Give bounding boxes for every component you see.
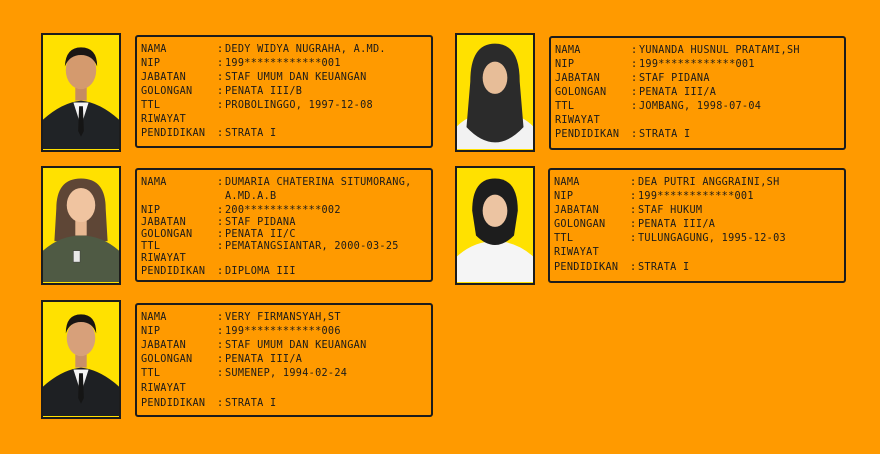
colon: :	[217, 100, 224, 111]
label-jabatan: JABATAN	[141, 217, 187, 228]
colon: :	[631, 73, 638, 84]
label-golongan: GOLONGAN	[141, 229, 193, 240]
photo-woman-hijab	[457, 35, 533, 150]
field-nip	[141, 325, 341, 338]
field-jabatan	[554, 204, 702, 217]
colon: :	[630, 233, 637, 244]
value-ttl: TULUNGAGUNG, 1995-12-03	[638, 233, 786, 244]
value-pendidikan: STRATA I	[639, 129, 691, 140]
label-golongan: GOLONGAN	[555, 87, 607, 98]
field-riwayat	[141, 113, 217, 126]
value-nama: DEA PUTRI ANGGRAINI,SH	[638, 177, 780, 188]
colon: :	[630, 219, 637, 230]
value-ttl: PROBOLINGGO, 1997-12-08	[225, 100, 373, 111]
colon: :	[631, 59, 638, 70]
colon: :	[217, 205, 224, 216]
value-nama: DUMARIA CHATERINA SITUMORANG,	[225, 177, 412, 188]
value-jabatan: STAF PIDANA	[225, 217, 296, 228]
field-golongan	[141, 85, 302, 98]
label-ttl: TTL	[141, 100, 161, 111]
employee-info-card	[548, 168, 846, 283]
value-golongan: PENATA III/B	[225, 86, 303, 97]
field-nama	[555, 44, 800, 57]
label-nip: NIP	[141, 58, 161, 69]
value-nama: YUNANDA HUSNUL PRATAMI,SH	[639, 45, 800, 56]
value-ttl: JOMBANG, 1998-07-04	[639, 101, 762, 112]
colon: :	[217, 266, 224, 277]
label-pendidikan: PENDIDIKAN	[141, 398, 206, 409]
label-ttl: TTL	[141, 241, 161, 252]
field-ttl	[141, 367, 347, 380]
value-pendidikan: STRATA I	[225, 128, 277, 139]
value-nip: 199************001	[639, 59, 755, 70]
field-ttl	[555, 100, 761, 113]
colon: :	[217, 177, 224, 188]
field-nip	[141, 57, 341, 70]
field-nip	[554, 190, 754, 203]
label-nama: NAMA	[141, 312, 167, 323]
label-golongan: GOLONGAN	[141, 354, 193, 365]
label-riwayat: RIWAYAT	[555, 115, 601, 126]
colon: :	[217, 86, 224, 97]
colon: :	[217, 58, 224, 69]
field-jabatan	[141, 71, 367, 84]
value-jabatan: STAF UMUM DAN KEUANGAN	[225, 72, 367, 83]
employee-info-card	[135, 35, 433, 148]
employee-info-card	[549, 36, 846, 150]
colon: :	[217, 241, 224, 252]
field-pendidikan	[555, 128, 690, 141]
photo-man-suit	[43, 302, 119, 417]
field-riwayat	[141, 252, 217, 265]
colon: :	[630, 177, 637, 188]
field-golongan	[141, 353, 302, 366]
photo-woman-hijab	[457, 168, 533, 283]
label-golongan: GOLONGAN	[554, 219, 606, 230]
label-nama: NAMA	[555, 45, 581, 56]
value-golongan: PENATA II/C	[225, 229, 296, 240]
value-pendidikan: STRATA I	[638, 262, 690, 273]
value-golongan: PENATA III/A	[225, 354, 303, 365]
employee-info-card	[135, 168, 433, 282]
field-nama	[141, 311, 341, 324]
field-nama	[554, 176, 780, 189]
label-pendidikan: PENDIDIKAN	[141, 266, 206, 277]
value-nama-continued: A.MD.A.B	[225, 191, 277, 202]
colon: :	[217, 229, 224, 240]
value-jabatan: STAF UMUM DAN KEUANGAN	[225, 340, 367, 351]
label-nama: NAMA	[141, 177, 167, 188]
field-riwayat	[555, 114, 631, 127]
value-ttl: PEMATANGSIANTAR, 2000-03-25	[225, 241, 399, 252]
label-pendidikan: PENDIDIKAN	[555, 129, 620, 140]
field-riwayat	[554, 246, 630, 259]
label-nip: NIP	[554, 191, 574, 202]
value-nip: 199************001	[225, 58, 341, 69]
colon: :	[217, 128, 224, 139]
label-golongan: GOLONGAN	[141, 86, 193, 97]
label-pendidikan: PENDIDIKAN	[141, 128, 206, 139]
colon: :	[217, 72, 224, 83]
value-nip: 199************001	[638, 191, 754, 202]
field-pendidikan	[141, 397, 276, 410]
label-riwayat: RIWAYAT	[141, 383, 187, 394]
colon: :	[217, 312, 224, 323]
colon: :	[631, 45, 638, 56]
colon: :	[631, 101, 638, 112]
value-pendidikan: STRATA I	[225, 398, 277, 409]
field-nip	[555, 58, 755, 71]
colon: :	[217, 44, 224, 55]
label-jabatan: JABATAN	[141, 340, 187, 351]
label-jabatan: JABATAN	[141, 72, 187, 83]
label-nama: NAMA	[554, 177, 580, 188]
colon: :	[630, 191, 637, 202]
label-ttl: TTL	[554, 233, 574, 244]
value-nip: 199************006	[225, 326, 341, 337]
field-pendidikan	[554, 261, 689, 274]
employee-photo	[41, 166, 121, 285]
field-pendidikan	[141, 265, 296, 278]
field-pendidikan	[141, 127, 276, 140]
colon: :	[631, 87, 638, 98]
value-nama: DEDY WIDYA NUGRAHA, A.MD.	[225, 44, 386, 55]
field-ttl	[141, 99, 373, 112]
label-nip: NIP	[555, 59, 575, 70]
colon: :	[217, 398, 224, 409]
field-golongan	[555, 86, 716, 99]
value-golongan: PENATA III/A	[639, 87, 717, 98]
employee-photo	[455, 166, 535, 285]
colon: :	[217, 354, 224, 365]
label-ttl: TTL	[141, 368, 161, 379]
employee-photo	[41, 300, 121, 419]
label-riwayat: RIWAYAT	[141, 253, 187, 264]
value-golongan: PENATA III/A	[638, 219, 716, 230]
field-golongan	[554, 218, 715, 231]
employee-info-card	[135, 303, 433, 417]
value-jabatan: STAF PIDANA	[639, 73, 710, 84]
colon: :	[217, 326, 224, 337]
field-nama	[141, 176, 412, 189]
value-nip: 200************002	[225, 205, 341, 216]
value-jabatan: STAF HUKUM	[638, 205, 703, 216]
colon: :	[631, 129, 638, 140]
field-jabatan	[555, 72, 710, 85]
colon: :	[217, 368, 224, 379]
value-ttl: SUMENEP, 1994-02-24	[225, 368, 348, 379]
employee-photo	[41, 33, 121, 152]
colon: :	[630, 262, 637, 273]
label-nama: NAMA	[141, 44, 167, 55]
value-pendidikan: DIPLOMA III	[225, 266, 296, 277]
field-riwayat	[141, 382, 217, 395]
label-jabatan: JABATAN	[555, 73, 601, 84]
label-riwayat: RIWAYAT	[141, 114, 187, 125]
label-jabatan: JABATAN	[554, 205, 600, 216]
employee-photo	[455, 33, 535, 152]
field-ttl	[554, 232, 786, 245]
label-riwayat: RIWAYAT	[554, 247, 600, 258]
colon: :	[217, 217, 224, 228]
colon: :	[630, 205, 637, 216]
label-pendidikan: PENDIDIKAN	[554, 262, 619, 273]
field-jabatan	[141, 339, 367, 352]
label-ttl: TTL	[555, 101, 575, 112]
label-nip: NIP	[141, 205, 161, 216]
colon: :	[217, 340, 224, 351]
value-nama: VERY FIRMANSYAH,ST	[225, 312, 341, 323]
photo-woman-long-hair	[43, 168, 119, 283]
label-nip: NIP	[141, 326, 161, 337]
photo-man-suit	[43, 35, 119, 150]
field-nama	[141, 43, 386, 56]
